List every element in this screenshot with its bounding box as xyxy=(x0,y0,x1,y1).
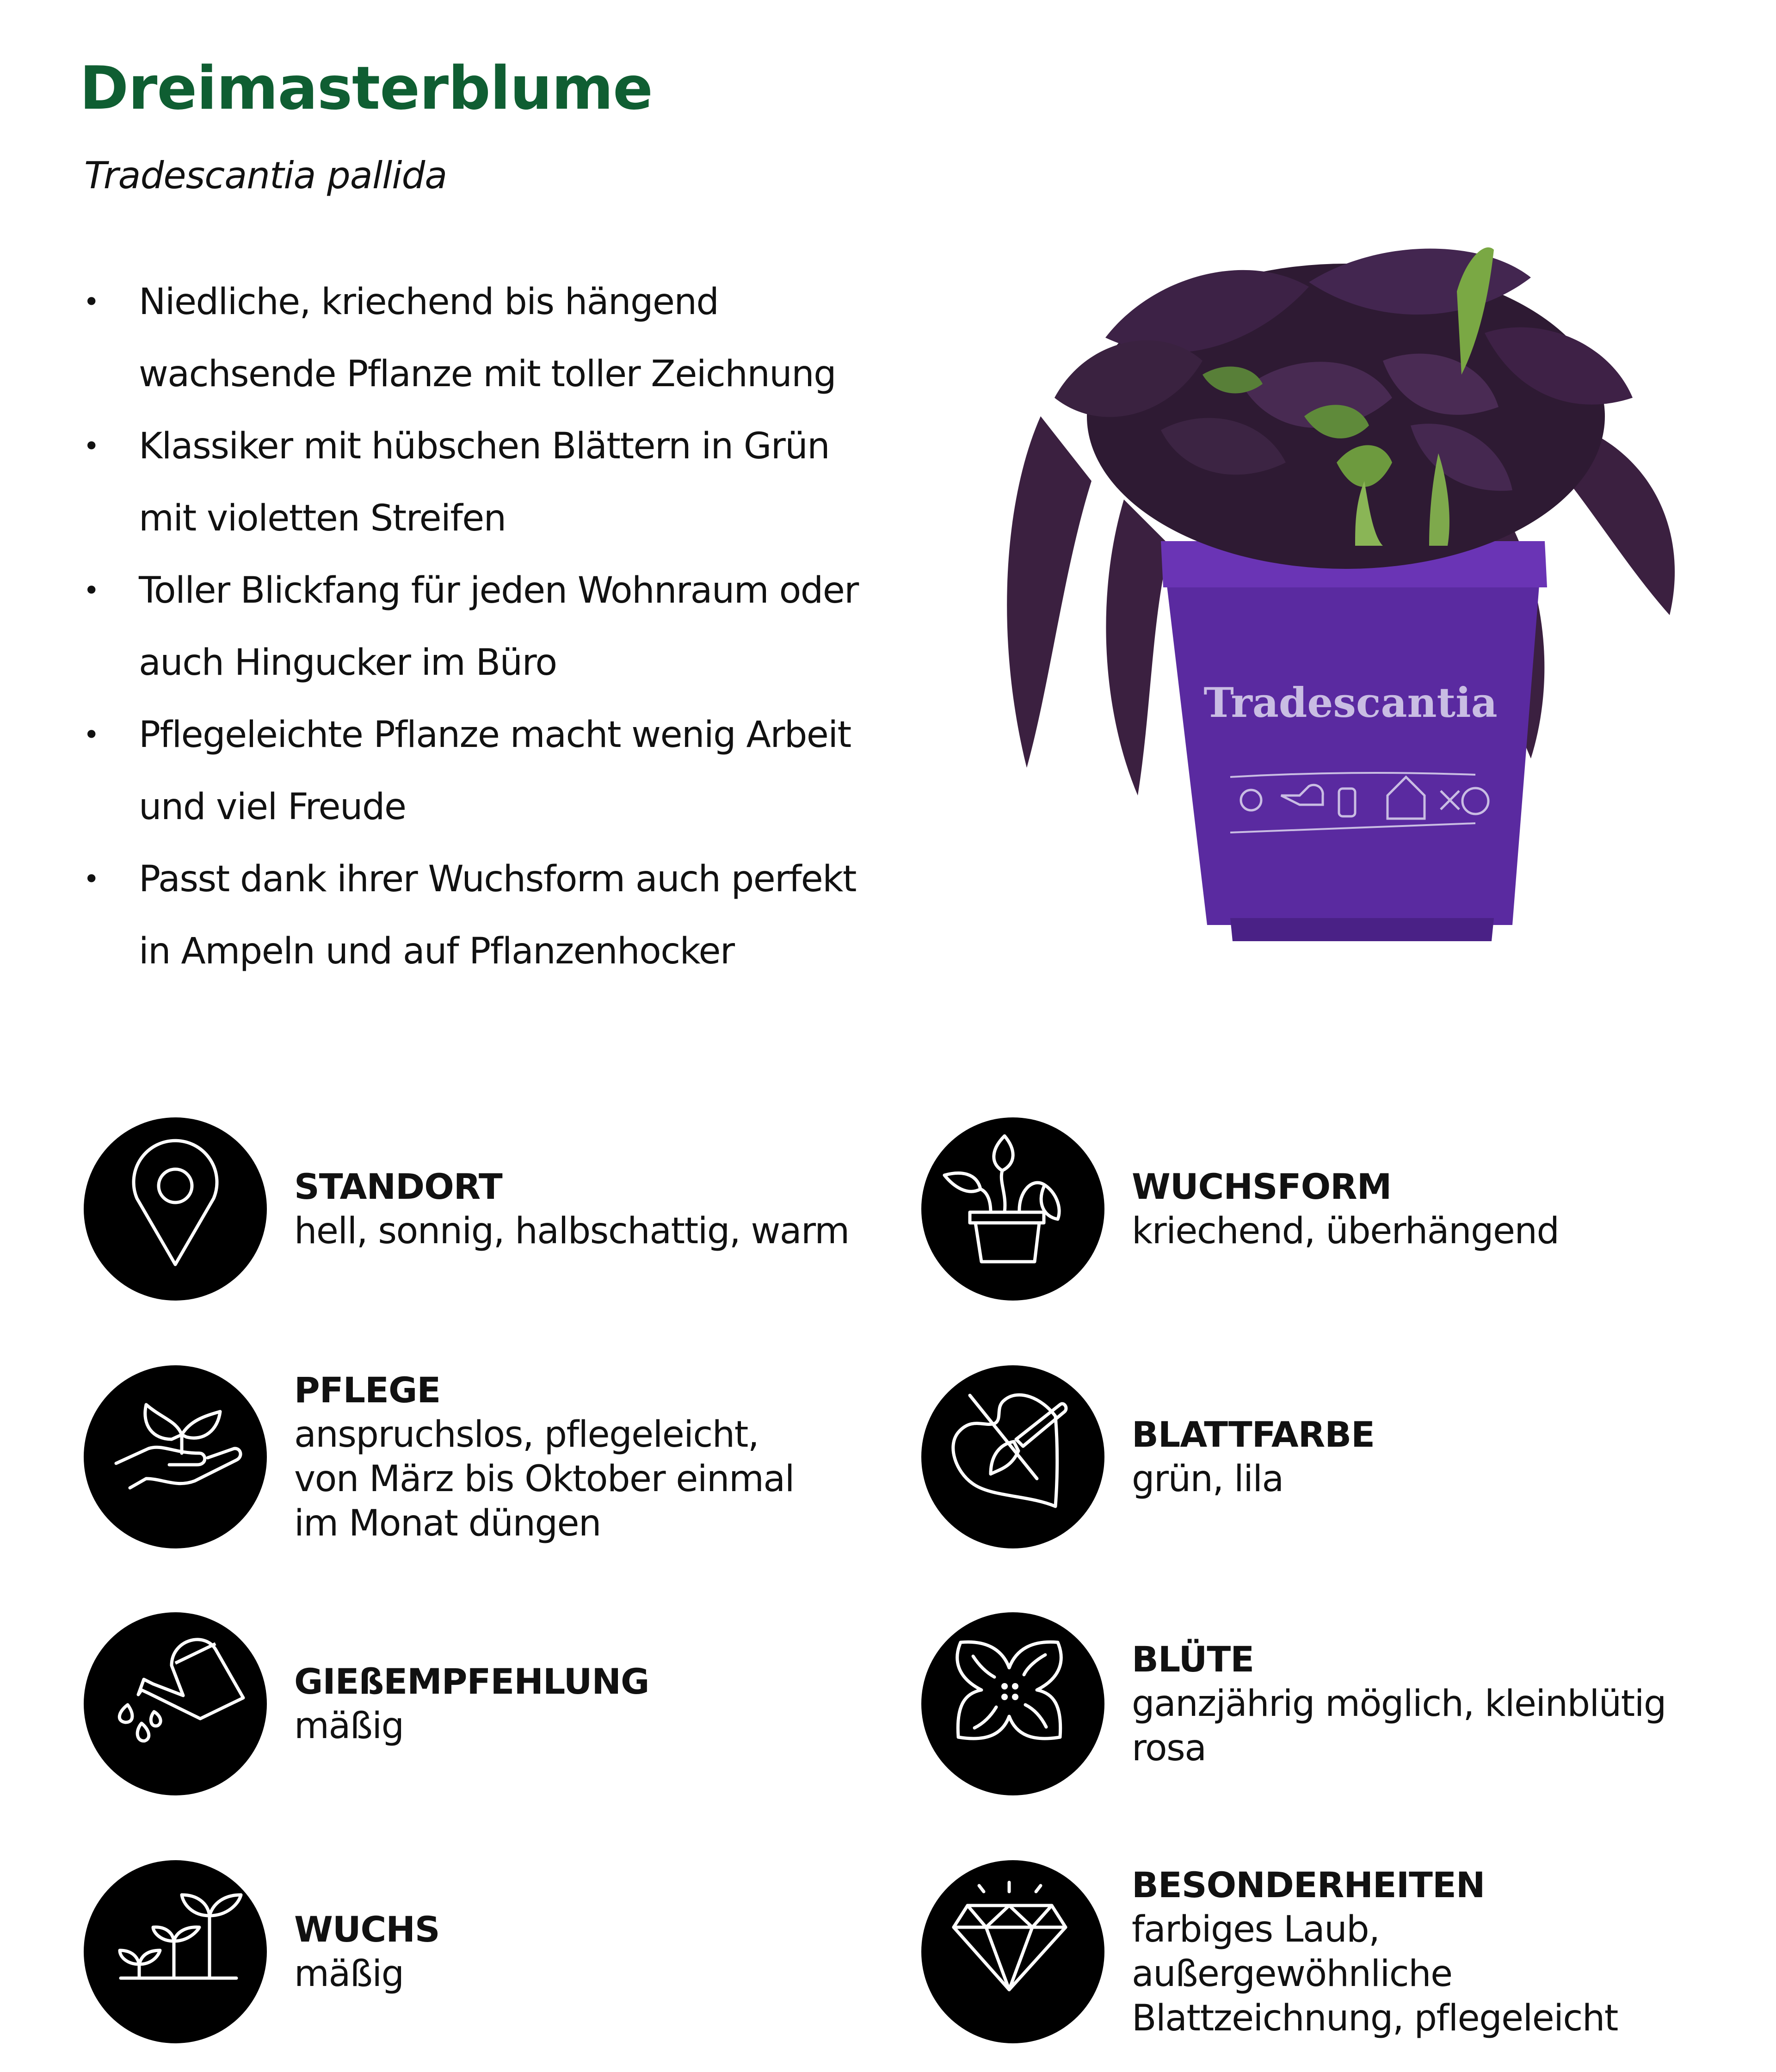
bullet-line: wachsende Pflanze mit toller Zeichnung xyxy=(139,353,836,395)
leaf-paintbrush-icon xyxy=(921,1365,1104,1548)
hand-seedling-icon xyxy=(84,1365,267,1548)
feature-heading: BLÜTE xyxy=(1132,1639,1254,1680)
feature-giessempfehlung xyxy=(84,1612,870,1797)
bullet-item xyxy=(79,410,911,555)
bullet-item xyxy=(79,843,911,987)
bullet-line: Toller Blickfang für jeden Wohnraum oder xyxy=(139,570,858,611)
bullet-dot-icon: • xyxy=(83,286,99,318)
feature-standort xyxy=(84,1117,870,1302)
flower-icon xyxy=(921,1612,1104,1795)
bullet-line: mit violetten Streifen xyxy=(139,498,506,539)
bullet-item xyxy=(79,266,911,410)
feature-value: hell, sonnig, halbschattig, warm xyxy=(294,1210,849,1252)
botanical-name: Tradescantia pallida xyxy=(84,154,447,197)
feature-value: farbiges Laub, außergewöhnliche Blattzeichnung, pflegeleicht xyxy=(1132,1909,1618,2039)
page-title: Dreimasterblume xyxy=(80,54,653,123)
feature-wuchs xyxy=(84,1860,870,2045)
feature-value: mäßig xyxy=(294,1953,404,1995)
feature-heading: BLATTFARBE xyxy=(1132,1414,1375,1455)
bullet-dot-icon: • xyxy=(83,574,99,607)
product-photo xyxy=(985,222,1693,944)
feature-value: ganzjährig möglich, kleinblütig rosa xyxy=(1132,1683,1666,1769)
bullet-line: Niedliche, kriechend bis hängend xyxy=(139,281,719,323)
feature-blattfarbe xyxy=(921,1365,1708,1550)
feature-heading: WUCHS xyxy=(294,1909,440,1950)
feature-heading: GIEßEMPFEHLUNG xyxy=(294,1661,649,1702)
bullet-line: Klassiker mit hübschen Blättern in Grün xyxy=(139,426,830,467)
bullet-line: Pflegeleichte Pflanze macht wenig Arbeit xyxy=(139,714,851,756)
bullet-item xyxy=(79,699,911,843)
feature-bluete xyxy=(921,1612,1708,1797)
diamond-icon xyxy=(921,1860,1104,2043)
feature-value: mäßig xyxy=(294,1705,404,1747)
location-pin-icon xyxy=(84,1117,267,1301)
growing-sprouts-icon xyxy=(84,1860,267,2043)
bullet-line: Passt dank ihrer Wuchsform auch perfekt xyxy=(139,858,857,900)
bullet-dot-icon: • xyxy=(83,719,99,751)
watering-can-icon xyxy=(84,1612,267,1795)
feature-heading: PFLEGE xyxy=(294,1369,441,1411)
plant-in-pot-illustration xyxy=(985,222,1693,944)
feature-heading: WUCHSFORM xyxy=(1132,1166,1392,1207)
feature-value: grün, lila xyxy=(1132,1458,1283,1500)
feature-value: kriechend, überhängend xyxy=(1132,1210,1559,1252)
feature-value: anspruchslos, pflegeleicht, von März bis Oktober einmal im Monat düngen xyxy=(294,1414,794,1544)
feature-wuchsform xyxy=(921,1117,1708,1302)
bullet-dot-icon: • xyxy=(83,863,99,895)
potted-plant-icon xyxy=(921,1117,1104,1301)
bullet-line: auch Hingucker im Büro xyxy=(139,642,557,684)
feature-bullet-list xyxy=(79,266,911,987)
bullet-line: in Ampeln und auf Pflanzenhocker xyxy=(139,931,734,972)
feature-pflege xyxy=(84,1365,870,1550)
bullet-dot-icon: • xyxy=(83,430,99,462)
bullet-line: und viel Freude xyxy=(139,786,406,828)
feature-heading: BESONDERHEITEN xyxy=(1132,1864,1485,1906)
pot-label-text: Tradescantia xyxy=(1203,678,1498,727)
feature-besonderheiten xyxy=(921,1860,1708,2045)
feature-heading: STANDORT xyxy=(294,1166,502,1207)
bullet-item xyxy=(79,555,911,699)
pot xyxy=(1161,541,1547,941)
